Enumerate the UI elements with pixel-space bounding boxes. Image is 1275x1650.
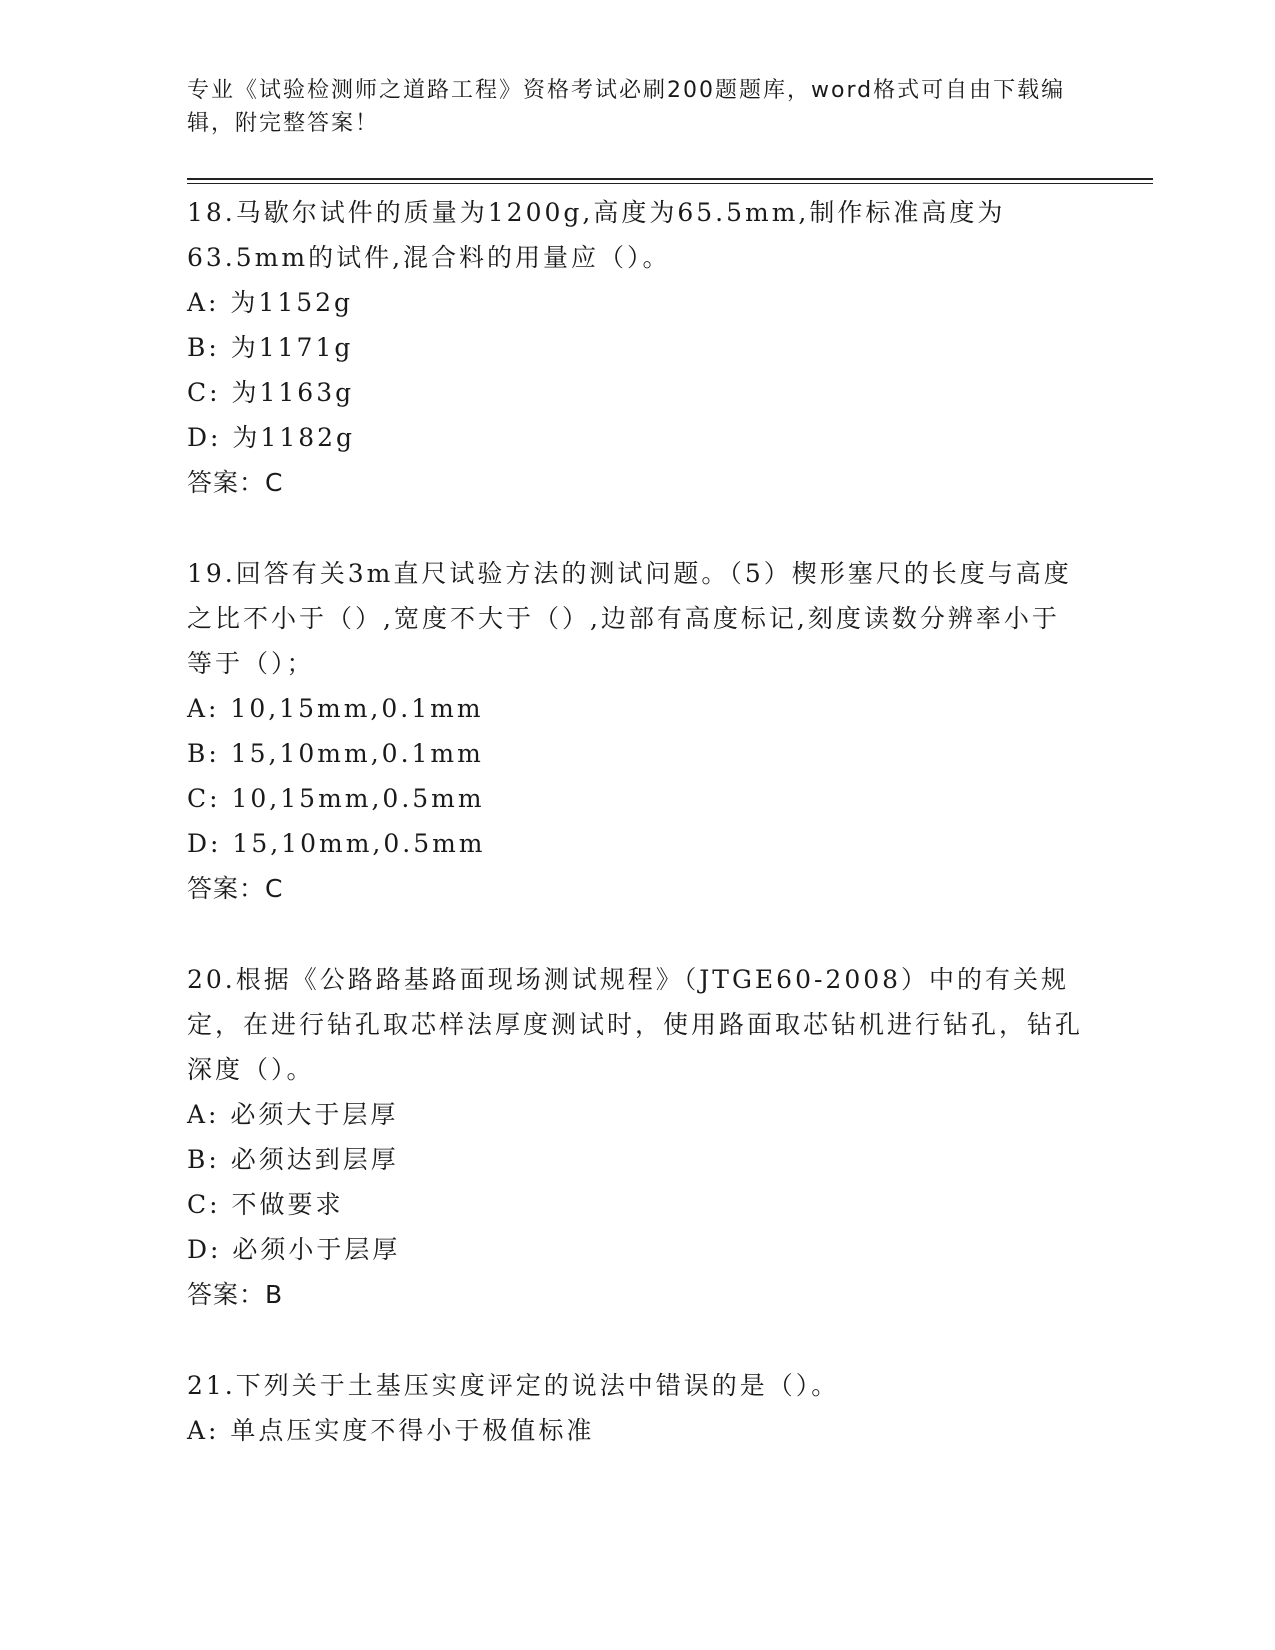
- question-list: [187, 190, 1087, 1499]
- option-b: B: 为1171g: [187, 333, 354, 362]
- question-stem: 21.下列关于土基压实度评定的说法中错误的是（）。: [187, 1371, 840, 1400]
- option-a: A: 单点压实度不得小于极值标准: [187, 1416, 595, 1445]
- option-c: C: 为1163g: [187, 378, 355, 407]
- question-21: [187, 1363, 1087, 1453]
- option-c: C: 10,15mm,0.5mm: [187, 784, 485, 813]
- option-b: B: 15,10mm,0.1mm: [187, 739, 484, 768]
- option-a: A: 必须大于层厚: [187, 1100, 399, 1129]
- option-d: D: 15,10mm,0.5mm: [187, 829, 486, 858]
- option-d: D: 必须小于层厚: [187, 1235, 401, 1264]
- question-20: [187, 957, 1087, 1317]
- answer-line: 答案：C: [187, 874, 284, 903]
- question-18: [187, 190, 1087, 505]
- question-19: [187, 551, 1087, 911]
- answer-line: 答案：B: [187, 1280, 284, 1309]
- option-d: D: 为1182g: [187, 423, 356, 452]
- option-c: C: 不做要求: [187, 1190, 344, 1219]
- option-b: B: 必须达到层厚: [187, 1145, 399, 1174]
- header-rule-thin: [187, 183, 1153, 184]
- header-rule-thick: [187, 178, 1153, 180]
- document-header: 专业《试验检测师之道路工程》资格考试必刷200题题库，word格式可自由下载编辑，附完整答案！: [187, 78, 1066, 136]
- answer-line: 答案：C: [187, 468, 284, 497]
- question-stem: 19.回答有关3m直尺试验方法的测试问题。（5）楔形塞尺的长度与高度之比不小于（）,宽度不大于（）,边部有高度标记,刻度读数分辨率小于等于（）；: [187, 559, 1072, 678]
- option-a: A: 10,15mm,0.1mm: [187, 694, 484, 723]
- question-stem: 18.马歇尔试件的质量为1200g,高度为65.5mm,制作标准高度为63.5mm的试件,混合料的用量应（）。: [187, 198, 1006, 272]
- question-stem: 20.根据《公路路基路面现场测试规程》（JTGE60-2008）中的有关规定，在进行钻孔取芯样法厚度测试时，使用路面取芯钻机进行钻孔，钻孔深度（）。: [187, 965, 1084, 1084]
- option-a: A: 为1152g: [187, 288, 354, 317]
